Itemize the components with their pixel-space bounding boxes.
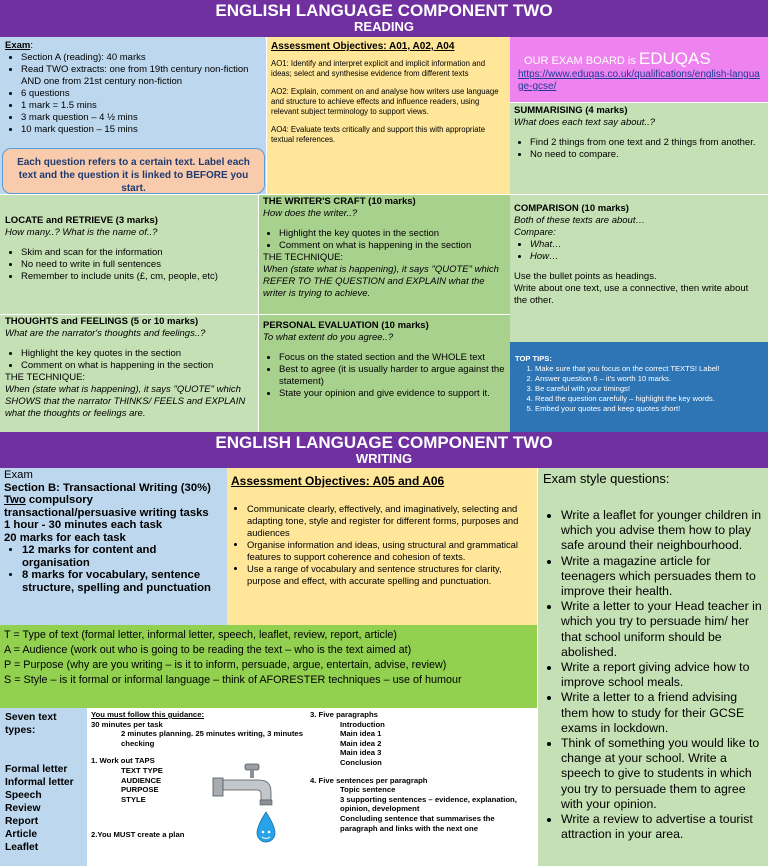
thoughts-question: What are the narrator's thoughts and feelings..? [5, 328, 206, 339]
craft-technique: When (state what is happening), it says "QUOTE" which REFER TO THE QUESTION and EXPLAIN what the writer is trying to achieve. [263, 264, 499, 299]
list-item: • Highlight the key quotes in the section [279, 228, 506, 240]
writing-exam-tasks: Two compulsory [4, 494, 93, 506]
writing-exam-label: Exam [4, 469, 33, 481]
list-item: • Read TWO extracts: one from 19th century non-fiction AND one from 21st century non-fiction [21, 64, 261, 88]
text-type-item: Leaflet [5, 842, 39, 853]
text-type-item: Report [5, 816, 39, 827]
list-item: • Write a report giving advice how to improve school meals. [561, 660, 764, 690]
guidance-right [310, 710, 532, 833]
text-types-box [0, 708, 87, 866]
paragraph-item: Main idea 3 [340, 748, 382, 758]
locate-box [0, 194, 259, 314]
summarising-question: What does each text say about..? [514, 117, 656, 128]
locate-question: How many..? What is the name of..? [5, 227, 158, 238]
list-item: 1. Make sure that you focus on the correct TEXTS! Label! [535, 364, 764, 374]
comparison-question: Both of these texts are about… [514, 215, 645, 226]
list-item: 2. Answer question 6 – it's worth 10 marks. [535, 374, 764, 384]
list-item: • No need to compare. [530, 149, 764, 161]
text-type-item: Article [5, 829, 38, 840]
writing-title: ENGLISH LANGUAGE COMPONENT TWO [215, 433, 553, 452]
list-item: • 10 mark question – 15 mins [21, 124, 261, 136]
list-item: • Write a letter to your Head teacher in which you try to persuade him/ her that school uniform should be abolished. [561, 599, 764, 660]
summarising-heading: SUMMARISING (4 marks) [514, 105, 628, 116]
taps-audience: A = Audience (work out who is going to be reading the text – who is the text aimed at) [4, 644, 412, 656]
writing-exam-section: Section B: Transactional Writing (30%) [4, 481, 211, 494]
comparison-heading: COMPARISON (10 marks) [514, 203, 629, 214]
sentence-item: Topic sentence [340, 785, 396, 795]
reading-title: ENGLISH LANGUAGE COMPONENT TWO [215, 1, 553, 20]
taps-type: T = Type of text (formal letter, informal letter, speech, leaflet, review, report, article) [4, 629, 397, 641]
list-item: • 12 marks for content and organisation [22, 544, 223, 569]
list-item: • 8 marks for vocabulary, sentence structure, spelling and punctuation [22, 569, 223, 594]
guidance-paragraphs: 3. Five paragraphs [310, 710, 378, 719]
guidance-split: 2 minutes planning. 25 minutes writing, 3 minutes checking [121, 729, 303, 748]
writing-exam-type: transactional/persuasive writing tasks [4, 506, 209, 519]
text-type-item: Formal letter [5, 764, 68, 775]
evaluation-question: To what extent do you agree..? [263, 332, 394, 343]
objectives-heading: Assessment Objectives: A01, A02, A04 [271, 41, 455, 52]
list-item: • Use a range of vocabulary and sentence structures for clarity, purpose and effect, with accurate spelling and punctuation. [247, 563, 531, 587]
exam-heading: Exam: [5, 40, 33, 51]
exam-board-name: EDUQAS [638, 49, 711, 68]
list-item: • Write a review to advertise a tourist attraction in your area. [561, 812, 764, 842]
writing-title-bar [0, 432, 768, 468]
list-item: • Best to agree (it is usually harder to argue against the statement) [279, 364, 506, 388]
taps-style: S = Style – is it formal or informal language – think of AFORESTER techniques – use of humour [4, 674, 462, 686]
list-item: • Comment on what is happening in the section [21, 360, 253, 372]
text-type-item: Informal letter [5, 777, 74, 788]
taps-box [0, 625, 537, 708]
craft-heading: THE WRITER'S CRAFT (10 marks) [263, 196, 416, 207]
reading-title-bar [0, 0, 768, 37]
exam-callout: Each question refers to a certain text. Label each text and the question it is linked to BEFORE you start. [2, 148, 265, 194]
reading-objectives-box [267, 37, 510, 194]
paragraph-item: Conclusion [340, 757, 382, 767]
list-item: • Skim and scan for the information [21, 247, 253, 259]
paragraph-item: Main idea 2 [340, 738, 382, 748]
list-item: • What… [530, 239, 764, 251]
guidance-taps: 1. Work out TAPS [91, 756, 155, 766]
text-type-item: Review [5, 803, 41, 814]
writing-exam-time: 1 hour - 30 minutes each task [4, 519, 163, 531]
guidance-taps-item: STYLE [121, 794, 146, 804]
thoughts-box [0, 314, 259, 432]
comparison-note-1: Use the bullet points as headings. [514, 271, 657, 282]
list-item: • Organise information and ideas, using structural and grammatical features to support coherence and cohesion of texts. [247, 539, 531, 563]
sentence-item: 3 supporting sentences – evidence, explanation, opinion, development [340, 794, 517, 814]
writing-objectives-box [227, 468, 537, 625]
ao4-text: AO4: Evaluate texts critically and support this with appropriate textual references. [271, 125, 486, 144]
list-item: • 3 mark question – 4 ½ mins [21, 112, 261, 124]
guidance-plan: 2.You MUST create a plan [91, 830, 185, 840]
list-item: • Section A (reading): 40 marks [21, 52, 261, 64]
comparison-box [510, 194, 768, 342]
ao2-text: AO2: Explain, comment on and analyse how writers use language and structure to achieve effects and influence readers, using relevant subject terminology to support views. [271, 87, 499, 116]
list-item: • 6 questions [21, 88, 261, 100]
list-item: • How… [530, 251, 764, 263]
list-item: • Think of something you would like to change at your school. Write a speech to give to students in which you try to persuade them to agree with your opinion. [561, 736, 764, 812]
exam-board-box [510, 37, 768, 102]
paragraph-item: Main idea 1 [340, 729, 382, 739]
list-item: • State your opinion and give evidence to support it. [279, 388, 506, 400]
guidance-time: 30 minutes per task [91, 719, 163, 729]
guidance-taps-item: PURPOSE [121, 785, 159, 795]
thoughts-technique: When (state what is happening), it says "QUOTE" which SHOWS that the narrator THINKS/ FEELS and EXPLAIN what the thoughts or feelings are. [5, 384, 246, 419]
comparison-compare: Compare: [514, 227, 556, 238]
comparison-note-2: Write about one text, use a connective, then write about the other. [514, 283, 749, 306]
thoughts-heading: THOUGHTS and FEELINGS (5 or 10 marks) [5, 316, 199, 327]
craft-box [259, 194, 510, 314]
writing-exam-box [0, 468, 227, 625]
tap-icon [211, 760, 291, 850]
tips-heading: TOP TIPS: [515, 354, 552, 363]
craft-technique-label: THE TECHNIQUE: [263, 252, 344, 263]
list-item: • Write a magazine article for teenagers which persuades them to improve their health. [561, 554, 764, 600]
list-item: • Find 2 things from one text and 2 things from another. [530, 137, 764, 149]
writing-exam-marks: 20 marks for each task [4, 531, 126, 544]
exam-list [5, 52, 261, 136]
guidance-box [87, 708, 537, 866]
list-item: • Write a leaflet for younger children in which you advise them how to play safe around their neighbourhood. [561, 508, 764, 554]
list-item: • No need to write in full sentences [21, 259, 253, 271]
ao1-text: AO1: Identify and interpret explicit and implicit information and ideas; select and synthesise evidence from different texts [271, 59, 486, 78]
text-types-heading: Seven text types: [5, 712, 57, 736]
list-item: 5. Embed your quotes and keep quotes short! [535, 404, 764, 414]
summarising-box [510, 102, 768, 194]
guidance-taps-item: TEXT TYPE [121, 765, 163, 775]
list-item: • Highlight the key quotes in the section [21, 348, 253, 360]
exam-questions-heading: Exam style questions: [543, 471, 670, 486]
reading-subtitle: READING [354, 19, 414, 34]
top-tips-box [510, 342, 768, 432]
thoughts-technique-label: THE TECHNIQUE: [5, 372, 86, 383]
list-item: 4. Read the question carefully – highlight the key words. [535, 394, 764, 404]
exam-questions-box [537, 468, 768, 866]
sentence-item: Concluding sentence that summarises the paragraph and links with the next one [340, 813, 495, 833]
list-item: 3. Be careful with your timings! [535, 384, 764, 394]
taps-purpose: P = Purpose (why are you writing – is it to inform, persuade, argue, entertain, advise, review) [4, 659, 447, 671]
writing-objectives-heading: Assessment Objectives: A05 and A06 [231, 474, 445, 488]
exam-board-link[interactable]: https://www.eduqas.co.uk/qualifications/english-language-gcse/ [518, 69, 760, 92]
evaluation-heading: PERSONAL EVALUATION (10 marks) [263, 320, 429, 331]
list-item: • Write a letter to a friend advising them how to study for their GCSE exams in lockdown. [561, 690, 764, 736]
list-item: • 1 mark = 1.5 mins [21, 100, 261, 112]
text-type-item: Speech [5, 790, 42, 801]
evaluation-box [259, 314, 510, 432]
craft-question: How does the writer..? [263, 208, 358, 219]
writing-subtitle: WRITING [355, 451, 413, 466]
list-item: • Remember to include units (£, cm, people, etc) [21, 271, 253, 283]
locate-heading: LOCATE and RETRIEVE (3 marks) [5, 215, 158, 226]
list-item: • Communicate clearly, effectively, and imaginatively, selecting and adapting tone, style and register for different forms, purposes and audiences [247, 503, 531, 539]
guidance-sentences: 4. Five sentences per paragraph [310, 775, 428, 785]
guidance-heading: You must follow this guidance: [91, 710, 205, 719]
list-item: • Focus on the stated section and the WHOLE text [279, 352, 506, 364]
guidance-taps-item: AUDIENCE [121, 775, 162, 785]
exam-board-label: OUR EXAM BOARD is EDUQAS [524, 49, 711, 68]
list-item: • Comment on what is happening in the section [279, 240, 506, 252]
paragraph-item: Introduction [340, 719, 385, 729]
